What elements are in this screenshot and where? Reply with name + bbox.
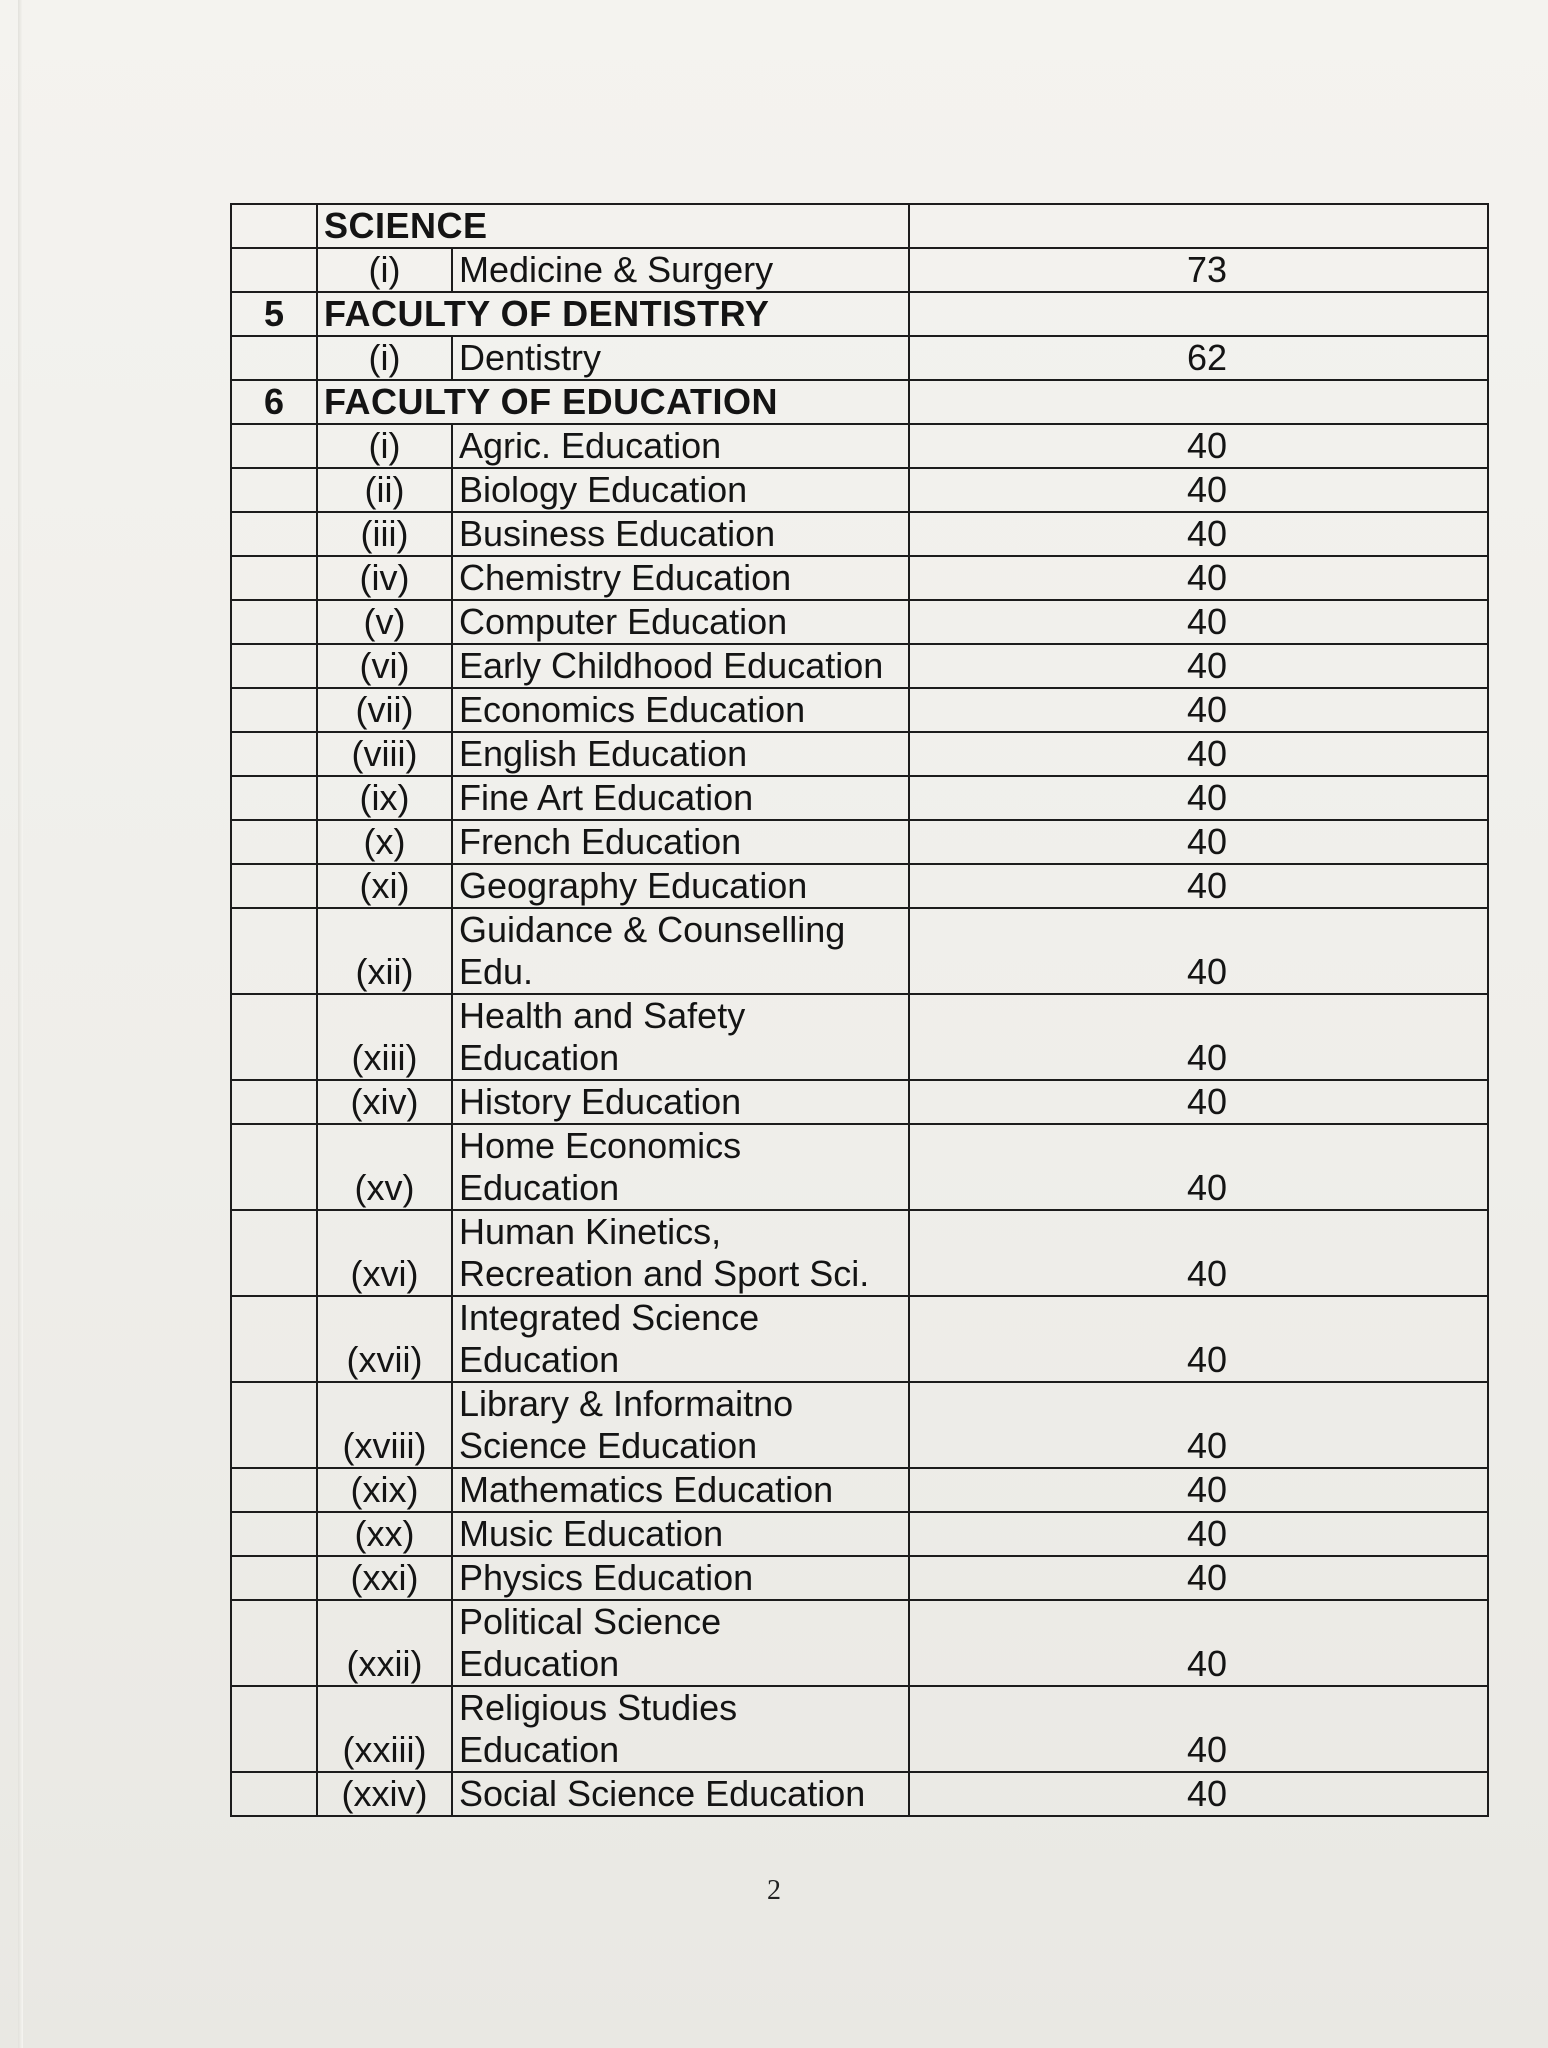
cutoff-mark: 40 (909, 1772, 1488, 1816)
table-row (231, 1512, 1488, 1556)
table-row (231, 732, 1488, 776)
course-index: (xix) (317, 1468, 452, 1512)
course-name (452, 1686, 909, 1772)
faculty-number (231, 1556, 317, 1600)
cutoff-mark: 40 (909, 864, 1488, 908)
course-name: Economics Education (452, 688, 909, 732)
cutoff-mark: 40 (909, 424, 1488, 468)
table-row (231, 424, 1488, 468)
cutoff-mark: 40 (909, 994, 1488, 1080)
faculty-number (231, 600, 317, 644)
faculty-heading-row (231, 380, 1488, 424)
course-name: Medicine & Surgery (452, 248, 909, 292)
table-row (231, 688, 1488, 732)
course-index: (x) (317, 820, 452, 864)
table-row (231, 1686, 1488, 1772)
course-name: Biology Education (452, 468, 909, 512)
course-name-line-1: Health and Safety (459, 995, 746, 1036)
course-name (452, 908, 909, 994)
faculty-number (231, 644, 317, 688)
course-name-line-1: Political Science (459, 1601, 722, 1642)
course-name (452, 1600, 909, 1686)
table-row (231, 864, 1488, 908)
cutoff-mark: 40 (909, 468, 1488, 512)
faculty-number (231, 864, 317, 908)
faculty-number (231, 820, 317, 864)
course-index: (i) (317, 248, 452, 292)
faculty-number (231, 1124, 317, 1210)
course-index: (iii) (317, 512, 452, 556)
course-name (452, 994, 909, 1080)
course-name-line-1: Religious Studies (459, 1687, 738, 1728)
faculty-number (231, 1080, 317, 1124)
table-row (231, 468, 1488, 512)
paper-edge (18, 0, 23, 2048)
cutoff-mark: 40 (909, 776, 1488, 820)
page-number: 2 (767, 1875, 781, 1906)
table-row (231, 1468, 1488, 1512)
faculty-number (231, 1512, 317, 1556)
cutoff-mark: 40 (909, 644, 1488, 688)
course-name: French Education (452, 820, 909, 864)
cutoff-mark (909, 380, 1488, 424)
course-name: Social Science Education (452, 1772, 909, 1816)
cutoff-mark: 40 (909, 1468, 1488, 1512)
course-index: (xii) (317, 908, 452, 994)
faculty-title: SCIENCE (317, 204, 909, 248)
cutoff-marks-table (230, 203, 1489, 1817)
course-index: (ix) (317, 776, 452, 820)
faculty-number (231, 1382, 317, 1468)
table-row (231, 512, 1488, 556)
faculty-title: FACULTY OF EDUCATION (317, 380, 909, 424)
faculty-number (231, 248, 317, 292)
cutoff-mark: 40 (909, 688, 1488, 732)
course-name: Fine Art Education (452, 776, 909, 820)
cutoff-mark: 40 (909, 1686, 1488, 1772)
course-name-line-2: Recreation and Sport Sci. (459, 1253, 870, 1294)
course-name-line-1: Library & Informaitno (459, 1383, 794, 1424)
course-name: Music Education (452, 1512, 909, 1556)
course-name-line-2: Education (459, 1339, 620, 1380)
course-index: (vi) (317, 644, 452, 688)
course-name: Dentistry (452, 336, 909, 380)
course-name (452, 1210, 909, 1296)
course-name: English Education (452, 732, 909, 776)
course-index: (xviii) (317, 1382, 452, 1468)
course-index: (i) (317, 424, 452, 468)
faculty-number (231, 1296, 317, 1382)
course-name-line-2: Education (459, 1643, 620, 1684)
faculty-number (231, 776, 317, 820)
table-row (231, 1124, 1488, 1210)
cutoff-mark: 40 (909, 1600, 1488, 1686)
course-index: (xx) (317, 1512, 452, 1556)
cutoff-mark: 40 (909, 556, 1488, 600)
faculty-number: 5 (231, 292, 317, 336)
faculty-number (231, 1210, 317, 1296)
table-row (231, 1556, 1488, 1600)
course-name (452, 1124, 909, 1210)
course-index: (v) (317, 600, 452, 644)
table-row (231, 776, 1488, 820)
cutoff-mark: 40 (909, 820, 1488, 864)
course-index: (xxi) (317, 1556, 452, 1600)
faculty-number (231, 688, 317, 732)
faculty-number (231, 1468, 317, 1512)
faculty-heading-row (231, 204, 1488, 248)
table-body (231, 204, 1488, 1816)
table-row (231, 1296, 1488, 1382)
cutoff-mark: 40 (909, 1124, 1488, 1210)
course-index: (xvii) (317, 1296, 452, 1382)
cutoff-mark: 40 (909, 600, 1488, 644)
cutoff-mark: 40 (909, 732, 1488, 776)
cutoff-mark (909, 292, 1488, 336)
course-index: (xvi) (317, 1210, 452, 1296)
course-index: (xv) (317, 1124, 452, 1210)
faculty-number (231, 512, 317, 556)
faculty-number (231, 204, 317, 248)
faculty-number (231, 732, 317, 776)
table-row (231, 600, 1488, 644)
faculty-number (231, 556, 317, 600)
course-name: Agric. Education (452, 424, 909, 468)
table-row (231, 820, 1488, 864)
cutoff-mark: 40 (909, 1296, 1488, 1382)
faculty-number (231, 336, 317, 380)
cutoff-mark: 40 (909, 1382, 1488, 1468)
course-index: (xxii) (317, 1600, 452, 1686)
course-name-line-2: Science Education (459, 1425, 758, 1466)
course-name: Geography Education (452, 864, 909, 908)
cutoff-mark: 40 (909, 1210, 1488, 1296)
course-index: (viii) (317, 732, 452, 776)
cutoff-mark: 73 (909, 248, 1488, 292)
course-name: Business Education (452, 512, 909, 556)
course-name: Chemistry Education (452, 556, 909, 600)
course-index: (vii) (317, 688, 452, 732)
faculty-number (231, 908, 317, 994)
table-row (231, 1210, 1488, 1296)
faculty-number: 6 (231, 380, 317, 424)
cutoff-mark: 40 (909, 512, 1488, 556)
cutoff-mark: 40 (909, 1556, 1488, 1600)
course-index: (iv) (317, 556, 452, 600)
table-row (231, 1772, 1488, 1816)
course-index: (i) (317, 336, 452, 380)
faculty-number (231, 468, 317, 512)
course-name-line-1: Integrated Science (459, 1297, 760, 1338)
course-name (452, 1382, 909, 1468)
course-name-line-2: Edu. (459, 951, 534, 992)
cutoff-mark: 40 (909, 908, 1488, 994)
course-name (452, 1296, 909, 1382)
cutoff-mark: 62 (909, 336, 1488, 380)
table-row (231, 1080, 1488, 1124)
table-row (231, 248, 1488, 292)
table-row (231, 556, 1488, 600)
faculty-number (231, 1600, 317, 1686)
course-name: Computer Education (452, 600, 909, 644)
course-name-line-2: Education (459, 1167, 620, 1208)
course-name-line-2: Education (459, 1729, 620, 1770)
faculty-number (231, 1772, 317, 1816)
cutoff-mark: 40 (909, 1512, 1488, 1556)
course-index: (xi) (317, 864, 452, 908)
table-row (231, 336, 1488, 380)
table-row (231, 644, 1488, 688)
table-row (231, 908, 1488, 994)
course-name: Mathematics Education (452, 1468, 909, 1512)
course-index: (xxiv) (317, 1772, 452, 1816)
faculty-number (231, 424, 317, 468)
faculty-number (231, 1686, 317, 1772)
table-row (231, 1382, 1488, 1468)
course-index: (xiv) (317, 1080, 452, 1124)
course-name: History Education (452, 1080, 909, 1124)
faculty-title: FACULTY OF DENTISTRY (317, 292, 909, 336)
faculty-number (231, 994, 317, 1080)
cutoff-mark: 40 (909, 1080, 1488, 1124)
table-row (231, 994, 1488, 1080)
course-index: (xxiii) (317, 1686, 452, 1772)
course-name: Physics Education (452, 1556, 909, 1600)
course-index: (xiii) (317, 994, 452, 1080)
cutoff-mark (909, 204, 1488, 248)
course-name: Early Childhood Education (452, 644, 909, 688)
faculty-heading-row (231, 292, 1488, 336)
course-index: (ii) (317, 468, 452, 512)
course-name-line-1: Home Economics (459, 1125, 742, 1166)
course-name-line-1: Guidance & Counselling (459, 909, 846, 950)
course-name-line-1: Human Kinetics, (459, 1211, 722, 1252)
table-row (231, 1600, 1488, 1686)
course-name-line-2: Education (459, 1037, 620, 1078)
